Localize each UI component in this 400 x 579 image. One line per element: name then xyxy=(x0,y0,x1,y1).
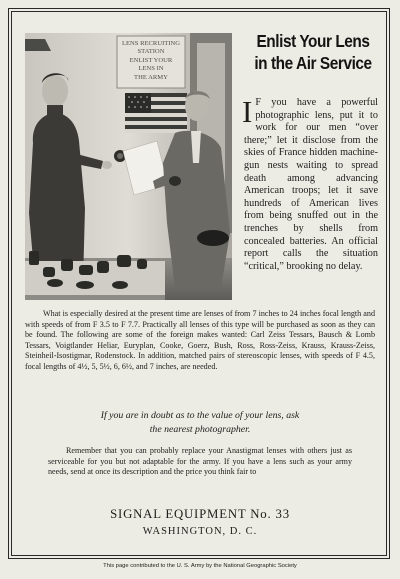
american-flag-icon xyxy=(125,93,187,133)
headline xyxy=(247,30,379,74)
headline-line-2: in the Air Service xyxy=(254,53,372,73)
sign-line-3: ENLIST YOUR xyxy=(129,57,173,64)
photographer-advice xyxy=(40,409,360,436)
lens-requirements-paragraph: What is especially desired at the present time are lenses of from 7 inches to 24 inches focal length and with speeds of from F 3.5 to F 7.7. Practically all lenses of this type will be purchased as soon as they can be found. The following are some of the foreign makes wanted: Carl Zeiss Tessars, Bausch & Lomb Tessars, Voigtlander Heliar, Euryplan, Cooke, Goerz, Bush, Ross, Ross-Zeiss, Krauss, Krauss-Zeiss, Steinheil-Isostigmar, Rodenstock. In addition, matched pairs of stereoscopic lenses, with speeds of F 4.5, focal lengths of 4½, 5, 5½, 6, 6½, and 7 inches, are needed. xyxy=(25,309,375,371)
signal-equipment-name: SIGNAL EQUIPMENT No. 33 xyxy=(110,507,290,521)
sign-line-1: LENS RECRUITING xyxy=(121,40,181,47)
footer-credit: This page contributed to the U. S. Army by the National Geographic Society xyxy=(103,563,297,569)
sign-line-4: LENS IN xyxy=(138,65,164,72)
headline-line-1: Enlist Your Lens xyxy=(256,31,370,51)
recruiting-photo xyxy=(25,33,232,300)
sign-line-2: STATION xyxy=(137,48,165,55)
sign-line-5: THE ARMY xyxy=(134,74,168,81)
lead-paragraph xyxy=(242,94,378,273)
drop-cap: I xyxy=(242,94,253,129)
advice-line-2: the nearest photographer. xyxy=(149,423,251,435)
closing-paragraph: Remember that you can probably replace your Anastigmat lenses with others just as serviceable for you but not adaptable for the army. If you have a lens such as your army needs, send at once its description and the price you think fair to xyxy=(48,446,352,476)
signal-equipment-city: WASHINGTON, D. C. xyxy=(142,526,258,537)
advice-line-1: If you are in doubt as to the value of your lens, ask xyxy=(100,410,300,421)
recruiting-sign xyxy=(117,36,185,88)
lead-text: F you have a powerful photographic lens, put it to work for our men “over there;” let it disclose from the skies of France hidden machine-gun nests waiting to spread death among advancing American troops; let it save hundreds of American lives from being snuffed out in the trenches by shells from concealed batteries. An official report calls the situation “critical,” brooking no delay. xyxy=(244,97,378,272)
